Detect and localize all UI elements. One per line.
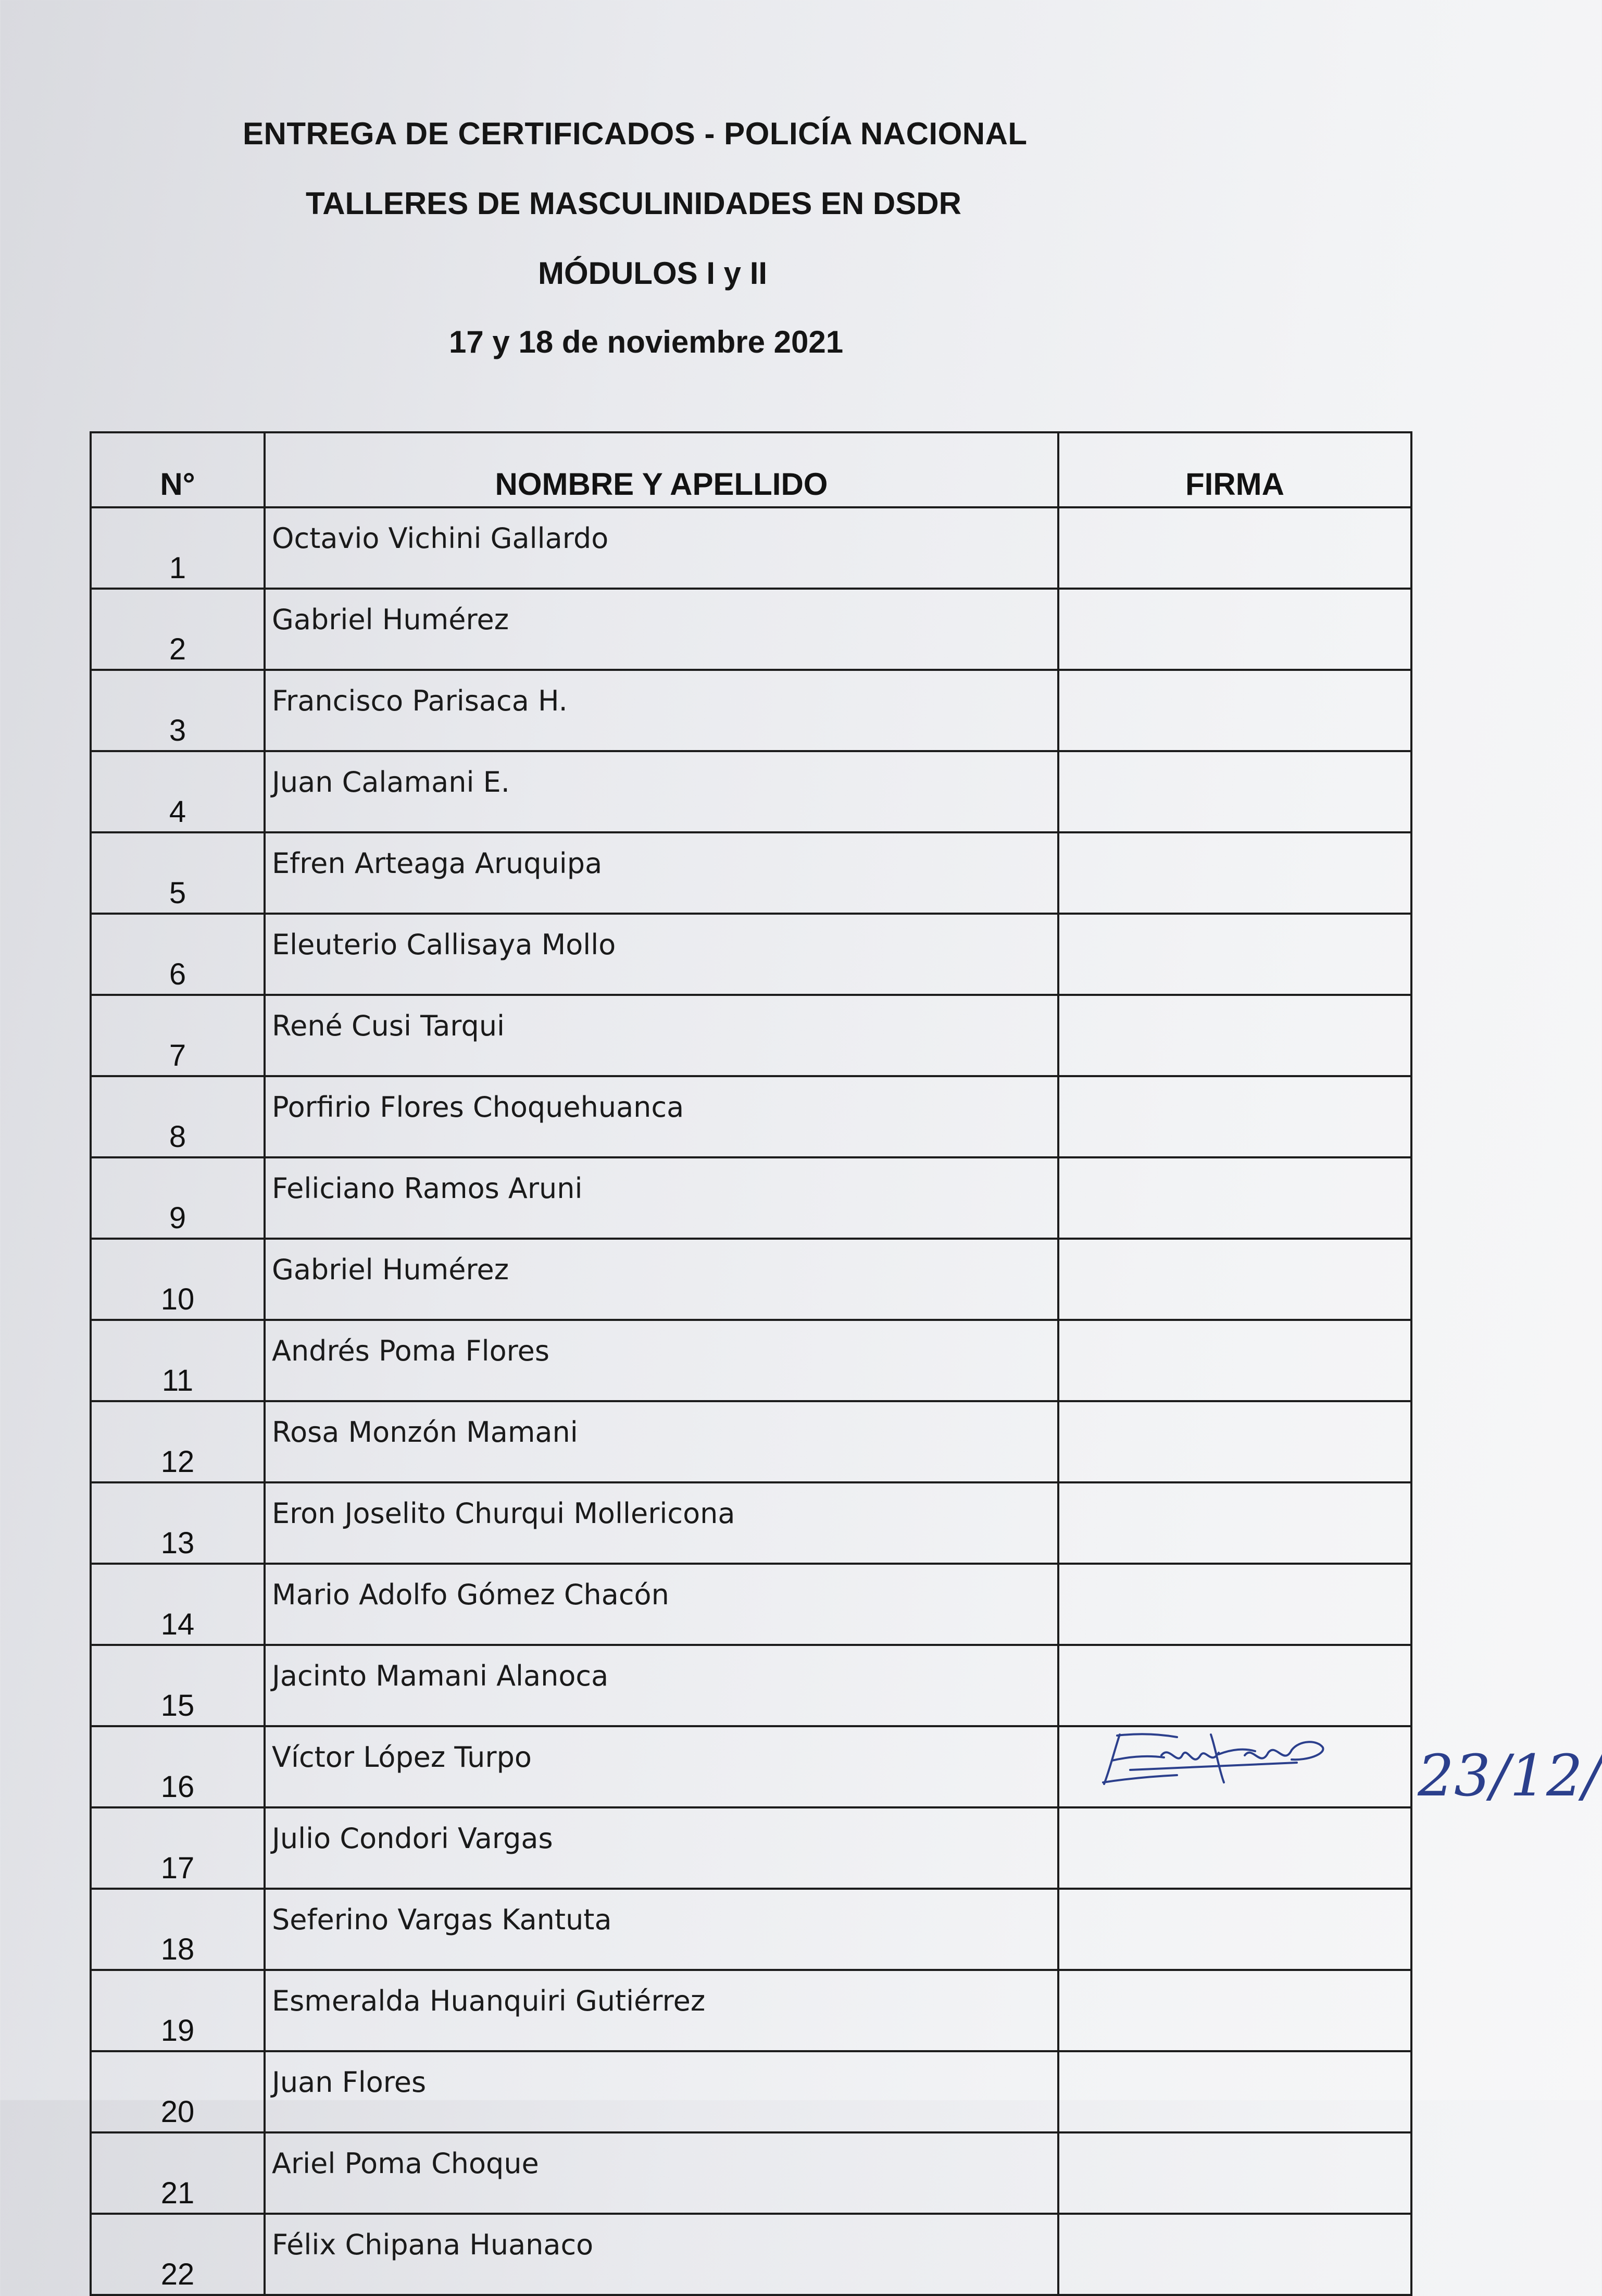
participant-name: Juan Flores — [265, 2051, 1058, 2132]
signature-cell — [1058, 589, 1411, 670]
signature-cell — [1058, 1401, 1411, 1482]
signature-cell — [1058, 832, 1411, 914]
table-row — [91, 751, 1411, 832]
row-number: 15 — [91, 1645, 265, 1726]
row-number: 21 — [91, 2132, 265, 2214]
table-row — [91, 1401, 1411, 1482]
row-number: 2 — [91, 589, 265, 670]
participant-name: Porfirio Flores Choquehuanca — [265, 1076, 1058, 1157]
row-number: 4 — [91, 751, 265, 832]
participant-name: Ariel Poma Choque — [265, 2132, 1058, 2214]
participant-name: Seferino Vargas Kantuta — [265, 1889, 1058, 1970]
table-row — [91, 995, 1411, 1076]
signature-cell — [1058, 1889, 1411, 1970]
row-number: 6 — [91, 914, 265, 995]
row-number: 14 — [91, 1564, 265, 1645]
participant-name: Víctor López Turpo — [265, 1726, 1058, 1807]
handwritten-signature — [1099, 1724, 1328, 1792]
row-number: 3 — [91, 670, 265, 751]
signature-cell — [1058, 914, 1411, 995]
table-row — [91, 832, 1411, 914]
signature-cell — [1058, 1482, 1411, 1564]
table-row — [91, 1970, 1411, 2051]
participant-name: Efren Arteaga Aruquipa — [265, 832, 1058, 914]
signature-cell — [1058, 2051, 1411, 2132]
row-number: 18 — [91, 1889, 265, 1970]
participant-name: Félix Chipana Huanaco — [265, 2214, 1058, 2295]
row-number: 17 — [91, 1807, 265, 1889]
signature-cell — [1058, 1807, 1411, 1889]
table-row — [91, 2132, 1411, 2214]
table-row — [91, 1320, 1411, 1401]
participant-name: Jacinto Mamani Alanoca — [265, 1645, 1058, 1726]
table-row — [91, 1889, 1411, 1970]
signature-cell — [1058, 1564, 1411, 1645]
signature-cell — [1058, 1239, 1411, 1320]
row-number: 13 — [91, 1482, 265, 1564]
row-number: 5 — [91, 832, 265, 914]
participant-name: Octavio Vichini Gallardo — [265, 507, 1058, 589]
row-number: 20 — [91, 2051, 265, 2132]
row-number: 16 — [91, 1726, 265, 1807]
table-row — [91, 1157, 1411, 1239]
table-row — [91, 1239, 1411, 1320]
signature-cell — [1058, 1320, 1411, 1401]
participant-name: Andrés Poma Flores — [265, 1320, 1058, 1401]
column-header-signature: FIRMA — [1058, 432, 1411, 507]
row-number: 19 — [91, 1970, 265, 2051]
attendance-table — [90, 431, 1412, 2296]
row-number: 8 — [91, 1076, 265, 1157]
header-date-line: 17 y 18 de noviembre 2021 — [449, 325, 844, 359]
signature-cell — [1058, 1157, 1411, 1239]
table-row — [91, 1482, 1411, 1564]
participant-name: Francisco Parisaca H. — [265, 670, 1058, 751]
row-number: 9 — [91, 1157, 265, 1239]
signature-cell — [1058, 507, 1411, 589]
row-number: 1 — [91, 507, 265, 589]
column-header-number: N° — [91, 432, 265, 507]
row-number: 10 — [91, 1239, 265, 1320]
table-row — [91, 1807, 1411, 1889]
participant-name: Juan Calamani E. — [265, 751, 1058, 832]
participant-name: Eron Joselito Churqui Mollericona — [265, 1482, 1058, 1564]
signature-cell — [1058, 670, 1411, 751]
participant-name: Eleuterio Callisaya Mollo — [265, 914, 1058, 995]
table-row — [91, 2051, 1411, 2132]
table-row — [91, 914, 1411, 995]
header-workshop-line: TALLERES DE MASCULINIDADES EN DSDR — [306, 186, 961, 221]
table-row — [91, 2214, 1411, 2295]
header-modules-line: MÓDULOS I y II — [538, 256, 768, 291]
header-title-line: ENTREGA DE CERTIFICADOS - POLICÍA NACIONAL — [243, 116, 1028, 151]
handwritten-date-note: 23/12/ — [1418, 1742, 1602, 1809]
participant-name: Feliciano Ramos Aruni — [265, 1157, 1058, 1239]
table-row — [91, 1564, 1411, 1645]
table-row — [91, 589, 1411, 670]
table-row — [91, 507, 1411, 589]
table-row — [91, 1645, 1411, 1726]
table-body — [91, 507, 1411, 2295]
signature-cell — [1058, 995, 1411, 1076]
signature-cell — [1058, 751, 1411, 832]
table-header-row — [91, 432, 1411, 507]
participant-name: Gabriel Humérez — [265, 589, 1058, 670]
table-row — [91, 1076, 1411, 1157]
signature-cell — [1058, 1970, 1411, 2051]
signature-cell — [1058, 2132, 1411, 2214]
column-header-name: NOMBRE Y APELLIDO — [265, 432, 1058, 507]
participant-name: Esmeralda Huanquiri Gutiérrez — [265, 1970, 1058, 2051]
row-number: 12 — [91, 1401, 265, 1482]
participant-name: Julio Condori Vargas — [265, 1807, 1058, 1889]
signature-cell — [1058, 2214, 1411, 2295]
table-row — [91, 670, 1411, 751]
participant-name: René Cusi Tarqui — [265, 995, 1058, 1076]
participant-name: Rosa Monzón Mamani — [265, 1401, 1058, 1482]
participant-name: Gabriel Humérez — [265, 1239, 1058, 1320]
participant-name: Mario Adolfo Gómez Chacón — [265, 1564, 1058, 1645]
signature-cell — [1058, 1076, 1411, 1157]
signature-cell — [1058, 1645, 1411, 1726]
row-number: 7 — [91, 995, 265, 1076]
row-number: 22 — [91, 2214, 265, 2295]
row-number: 11 — [91, 1320, 265, 1401]
